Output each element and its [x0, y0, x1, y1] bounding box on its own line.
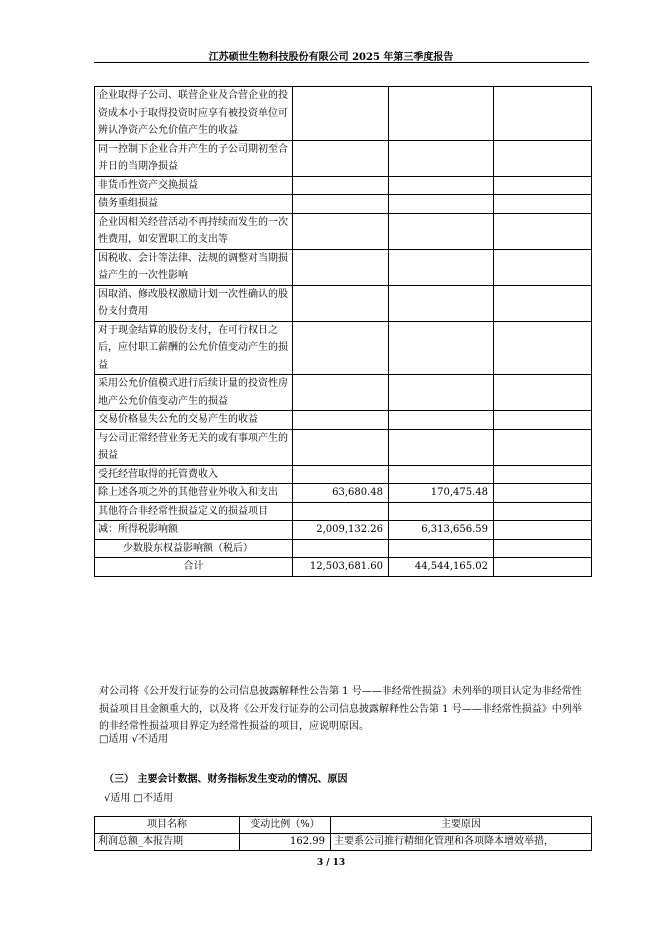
ytd-amount-cell	[389, 539, 494, 558]
table-header-row	[95, 817, 592, 834]
item-cell: 债务重组损益	[95, 195, 293, 214]
q3-amount-cell	[293, 539, 389, 558]
q3-amount-cell	[293, 140, 389, 176]
ytd-amount-cell	[389, 87, 494, 141]
ytd-amount-cell	[389, 502, 494, 521]
table-row	[95, 195, 592, 214]
ytd-amount-cell	[389, 285, 494, 321]
item-cell: 因税收、会计等法律、法规的调整对当期损益产生的一次性影响	[95, 249, 293, 285]
table-row	[95, 321, 592, 375]
q3-amount-cell	[293, 375, 389, 411]
ytd-amount-cell	[389, 465, 494, 484]
q3-amount-cell	[293, 465, 389, 484]
header-divider	[94, 62, 589, 63]
table-row	[95, 285, 592, 321]
item-cell: 因取消、修改股权激励计划一次性确认的股份支付费用	[95, 285, 293, 321]
change-ratio-cell: 162.99	[240, 834, 331, 851]
table-row	[95, 140, 592, 176]
q3-amount-cell	[293, 321, 389, 375]
report-header-title: 江苏硕世生物科技股份有限公司 2025 年第三季度报告	[208, 52, 454, 63]
ytd-amount-cell	[389, 375, 494, 411]
ytd-amount-cell	[389, 176, 494, 195]
table-row	[95, 411, 592, 430]
note-cell	[494, 465, 592, 484]
table-row	[95, 502, 592, 521]
page-number: 3 / 13	[316, 858, 346, 868]
applicability-checkbox-1: □适用 √不适用	[99, 734, 168, 745]
item-cell: 与公司正常经营业务无关的或有事项产生的损益	[95, 429, 293, 465]
ytd-amount-cell	[389, 429, 494, 465]
ytd-amount-cell: 170,475.48	[389, 484, 494, 503]
section-heading: （三） 主要会计数据、财务指标发生变动的情况、原因	[104, 774, 348, 785]
table-row	[95, 465, 592, 484]
note-cell	[494, 195, 592, 214]
item-cell: 企业取得子公司、联营企业及合营企业的投资成本小于取得投资时应享有被投资单位可辨认净资产公允价值产生的收益	[95, 87, 293, 141]
item-cell: 其他符合非经常性损益定义的损益项目	[95, 502, 293, 521]
q3-amount-cell	[293, 176, 389, 195]
note-cell	[494, 411, 592, 430]
table-row	[95, 834, 592, 851]
table-row	[95, 375, 592, 411]
nonrecurring-gains-table	[94, 86, 592, 577]
note-cell	[494, 285, 592, 321]
table-row	[95, 87, 592, 141]
reason-cell: 主要系公司推行精细化管理和各项降本增效举措，	[331, 834, 592, 851]
note-cell	[494, 213, 592, 249]
ytd-amount-cell	[389, 195, 494, 214]
column-header-reason: 主要原因	[331, 817, 592, 834]
table-row	[95, 249, 592, 285]
ytd-amount-cell	[389, 213, 494, 249]
note-cell	[494, 502, 592, 521]
item-cell: 采用公允价值模式进行后续计量的投资性房地产公允价值变动产生的损益	[95, 375, 293, 411]
q3-amount-cell: 63,680.48	[293, 484, 389, 503]
note-cell	[494, 484, 592, 503]
q3-amount-cell: 2,009,132.26	[293, 521, 389, 540]
item-cell: 企业因相关经营活动不再持续而发生的一次性费用，如安置职工的支出等	[95, 213, 293, 249]
note-cell	[494, 87, 592, 141]
note-cell	[494, 521, 592, 540]
note-cell	[494, 140, 592, 176]
table-row	[95, 176, 592, 195]
q3-amount-cell	[293, 285, 389, 321]
item-cell: 同一控制下企业合并产生的子公司期初至合并日的当期净损益	[95, 140, 293, 176]
q3-amount-cell	[293, 213, 389, 249]
ytd-amount-cell	[389, 321, 494, 375]
note-cell	[494, 375, 592, 411]
table-row	[95, 521, 592, 540]
item-cell: 受托经营取得的托管费收入	[95, 465, 293, 484]
ytd-amount-cell	[389, 249, 494, 285]
item-cell: 少数股东权益影响额（税后）	[95, 539, 293, 558]
q3-amount-cell	[293, 429, 389, 465]
note-cell	[494, 558, 592, 577]
total-label-cell: 合计	[95, 558, 293, 577]
column-header-name: 项目名称	[95, 817, 240, 834]
item-cell: 减：所得税影响额	[95, 521, 293, 540]
explanation-paragraph: 对公司将《公开发行证券的公司信息披露解释性公告第 1 号——非经常性损益》未列举的项目认定为非经常性损益项目且金额重大的，以及将《公开发行证券的公司信息披露解释性公告第 1 号——非经常性损益》中列举的非经常性损益项目界定为经常性损益的项目，应说明原因。	[99, 686, 582, 732]
item-cell: 除上述各项之外的其他营业外收入和支出	[95, 484, 293, 503]
q3-amount-cell	[293, 411, 389, 430]
note-cell	[494, 249, 592, 285]
ytd-amount-cell	[389, 140, 494, 176]
note-cell	[494, 321, 592, 375]
total-row	[95, 558, 592, 577]
q3-amount-cell	[293, 87, 389, 141]
table-row	[95, 429, 592, 465]
ytd-amount-cell: 6,313,656.59	[389, 521, 494, 540]
note-cell	[494, 429, 592, 465]
applicability-checkbox-2: √适用 □不适用	[104, 793, 173, 804]
q3-amount-cell	[293, 195, 389, 214]
table-row	[95, 539, 592, 558]
item-name-cell: 利润总额_本报告期	[95, 834, 240, 851]
q3-amount-cell	[293, 502, 389, 521]
item-cell: 对于现金结算的股份支付，在可行权日之后，应付职工薪酬的公允价值变动产生的损益	[95, 321, 293, 375]
note-cell	[494, 539, 592, 558]
ytd-amount-cell	[389, 411, 494, 430]
note-cell	[494, 176, 592, 195]
table-row	[95, 484, 592, 503]
q3-total-cell: 12,503,681.60	[293, 558, 389, 577]
column-header-ratio: 变动比例（%）	[240, 817, 331, 834]
table-row	[95, 213, 592, 249]
item-cell: 交易价格显失公允的交易产生的收益	[95, 411, 293, 430]
ytd-total-cell: 44,544,165.02	[389, 558, 494, 577]
item-cell: 非货币性资产交换损益	[95, 176, 293, 195]
q3-amount-cell	[293, 249, 389, 285]
changes-table	[94, 816, 592, 851]
